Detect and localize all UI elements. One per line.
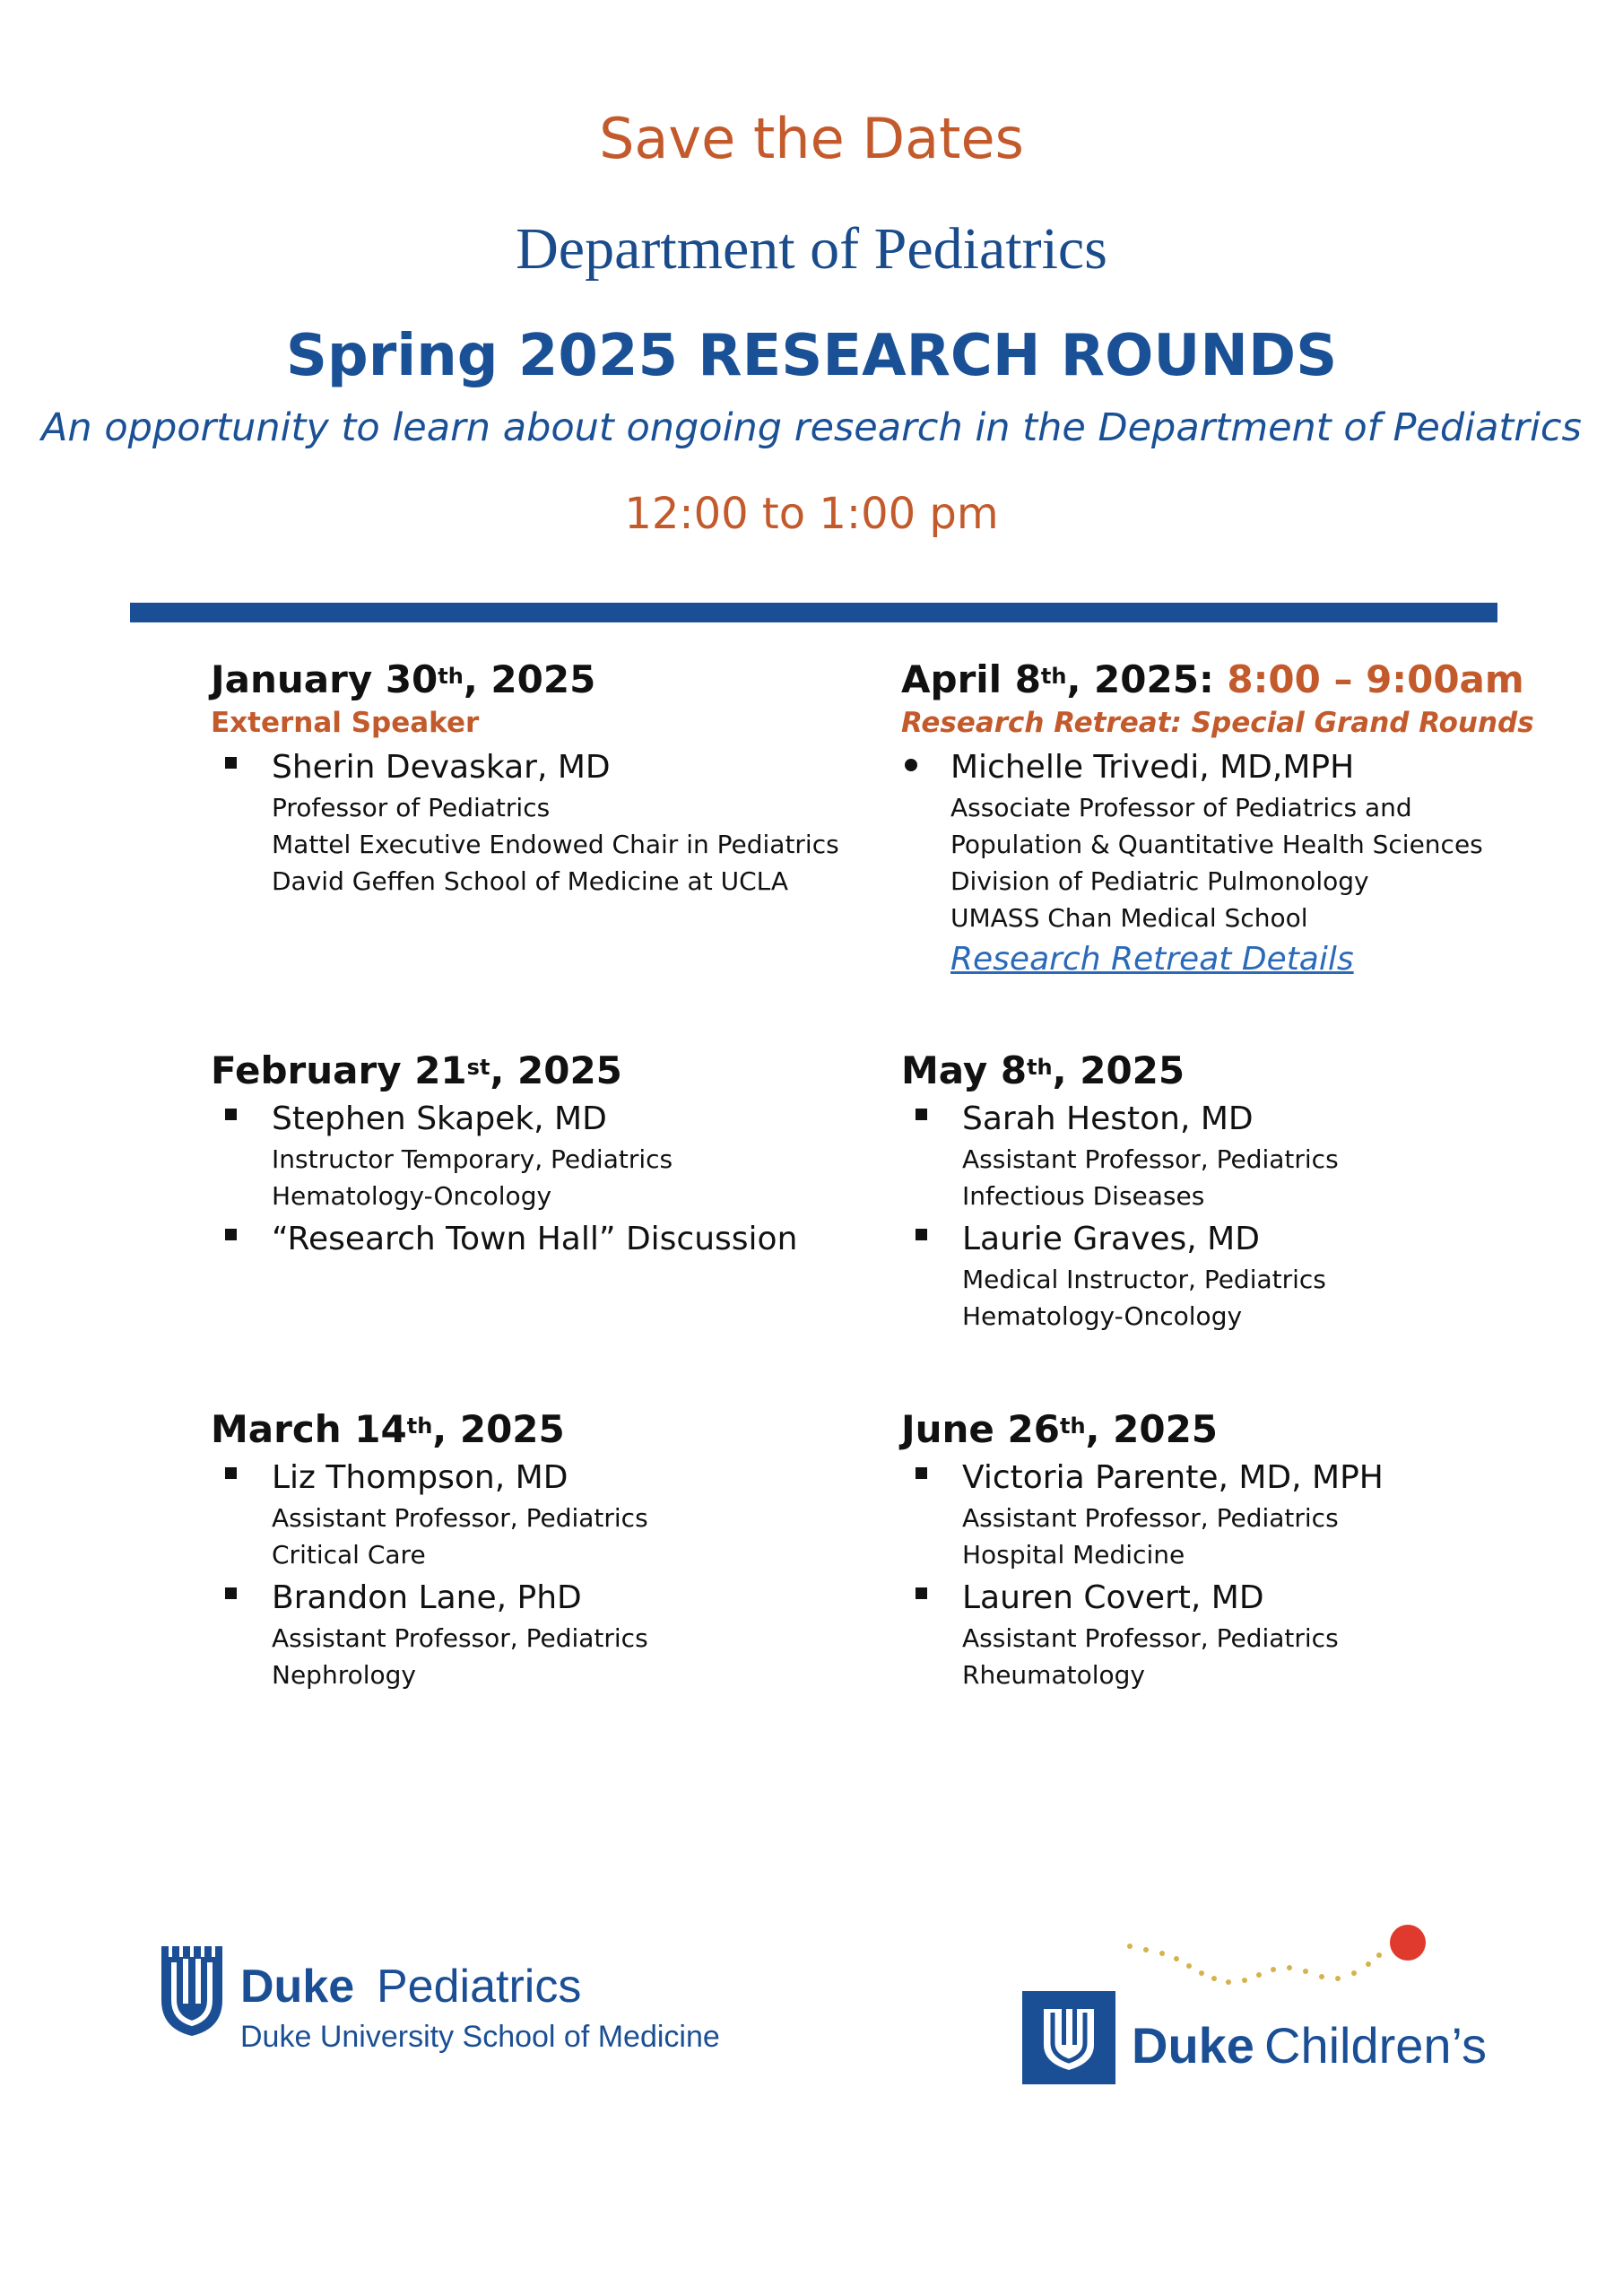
series-title: Spring 2025 RESEARCH ROUNDS xyxy=(285,323,1338,389)
divider-rule xyxy=(130,603,1497,622)
speaker-name: Liz Thompson, MD xyxy=(272,1459,568,1496)
event-june xyxy=(901,1406,1384,1693)
duke-chapel-shield-icon xyxy=(161,1946,222,2036)
event-date: April 8th, 2025: 8:00 – 9:00am xyxy=(901,657,1524,701)
speaker-detail: Assistant Professor, Pediatrics xyxy=(962,1144,1339,1174)
bullet-icon xyxy=(916,1587,927,1599)
event-may xyxy=(901,1048,1339,1335)
speaker xyxy=(211,1577,648,1693)
bullet-icon xyxy=(916,1229,927,1240)
dotted-arc-icon xyxy=(1127,1944,1382,1985)
session-time: 12:00 to 1:00 pm xyxy=(624,489,999,539)
bullet-icon xyxy=(916,1467,927,1479)
speaker-detail: Assistant Professor, Pediatrics xyxy=(962,1503,1339,1533)
speaker-detail: Mattel Executive Endowed Chair in Pediatrics xyxy=(272,830,839,859)
speaker-detail: UMASS Chan Medical School xyxy=(950,903,1308,933)
speaker xyxy=(901,1098,1339,1214)
event-date: March 14th, 2025 xyxy=(211,1407,565,1451)
speaker-detail: Rheumatology xyxy=(962,1660,1145,1690)
speaker-detail: Critical Care xyxy=(272,1540,426,1570)
event-april xyxy=(901,657,1534,983)
bullet-icon xyxy=(225,757,237,769)
duke-pediatrics-logo xyxy=(161,1946,735,2054)
event-date: January 30th, 2025 xyxy=(211,657,596,701)
event-march xyxy=(211,1406,648,1693)
speaker-detail: Assistant Professor, Pediatrics xyxy=(272,1503,648,1533)
speaker-detail: Hematology-Oncology xyxy=(272,1181,552,1211)
speaker-name: “Research Town Hall” Discussion xyxy=(272,1221,798,1257)
speaker xyxy=(211,1098,797,1214)
bullet-icon xyxy=(225,1467,237,1479)
bullet-icon xyxy=(225,1587,237,1599)
logo-brand-duke: Duke xyxy=(240,1961,355,2013)
bullet-icon xyxy=(225,1109,237,1120)
speaker-detail: Infectious Diseases xyxy=(962,1181,1205,1211)
speaker-detail: Hospital Medicine xyxy=(962,1540,1185,1570)
bullet-icon xyxy=(916,1109,927,1120)
speaker-detail: Associate Professor of Pediatrics and xyxy=(950,793,1412,822)
department-title: Department of Pediatrics xyxy=(516,216,1107,282)
logo-brand-childrens: Children’s xyxy=(1264,2017,1487,2074)
speaker xyxy=(901,1577,1384,1693)
logo-subtitle: Duke University School of Medicine xyxy=(240,2020,720,2054)
speaker xyxy=(211,1457,648,1573)
speaker-detail: David Geffen School of Medicine at UCLA xyxy=(272,866,789,896)
speaker-detail: Professor of Pediatrics xyxy=(272,793,551,822)
red-ball-icon xyxy=(1390,1925,1426,1961)
event-time: 8:00 – 9:00am xyxy=(1227,657,1524,701)
speaker-detail: Instructor Temporary, Pediatrics xyxy=(272,1144,673,1174)
bullet-icon xyxy=(225,1229,237,1240)
speaker-name: Lauren Covert, MD xyxy=(962,1579,1264,1616)
speaker xyxy=(901,1457,1384,1573)
speaker-name: Sherin Devaskar, MD xyxy=(272,749,611,786)
speaker xyxy=(211,1218,797,1261)
speaker-detail: Assistant Professor, Pediatrics xyxy=(962,1623,1339,1653)
duke-shield-box-icon xyxy=(1022,1991,1115,2084)
tagline: An opportunity to learn about ongoing research in the Department of Pediatrics xyxy=(41,405,1582,450)
research-retreat-details-link[interactable]: Research Retreat Details xyxy=(950,941,1354,978)
logo-brand-pediatrics: Pediatrics xyxy=(377,1961,582,2013)
speaker-detail: Population & Quantitative Health Sciences xyxy=(950,830,1483,859)
speaker xyxy=(901,746,1534,983)
speaker xyxy=(901,1218,1339,1335)
event-date: May 8th, 2025 xyxy=(901,1048,1185,1092)
speaker-detail: Nephrology xyxy=(272,1660,416,1690)
event-subtitle: External Speaker xyxy=(211,707,480,739)
save-the-dates-heading: Save the Dates xyxy=(599,106,1024,171)
speaker-name: Brandon Lane, PhD xyxy=(272,1579,582,1616)
speaker-detail: Hematology-Oncology xyxy=(962,1301,1243,1331)
speaker xyxy=(211,746,839,900)
event-date: June 26th, 2025 xyxy=(901,1407,1219,1451)
speaker-name: Sarah Heston, MD xyxy=(962,1100,1254,1137)
speaker-name: Victoria Parente, MD, MPH xyxy=(962,1459,1384,1496)
speaker-name: Michelle Trivedi, MD,MPH xyxy=(950,749,1355,786)
bullet-icon xyxy=(905,759,917,771)
logo-brand-duke: Duke xyxy=(1132,2017,1254,2074)
event-january xyxy=(211,657,839,900)
speaker-detail: Medical Instructor, Pediatrics xyxy=(962,1265,1326,1294)
speaker-name: Laurie Graves, MD xyxy=(962,1221,1260,1257)
speaker-detail: Assistant Professor, Pediatrics xyxy=(272,1623,648,1653)
event-february xyxy=(211,1048,797,1261)
speaker-name: Stephen Skapek, MD xyxy=(272,1100,607,1137)
duke-childrens-logo xyxy=(1022,1919,1524,2099)
speaker-detail: Division of Pediatric Pulmonology xyxy=(950,866,1369,896)
event-subtitle: Research Retreat: Special Grand Rounds xyxy=(901,707,1534,739)
event-date: February 21st, 2025 xyxy=(211,1048,622,1092)
